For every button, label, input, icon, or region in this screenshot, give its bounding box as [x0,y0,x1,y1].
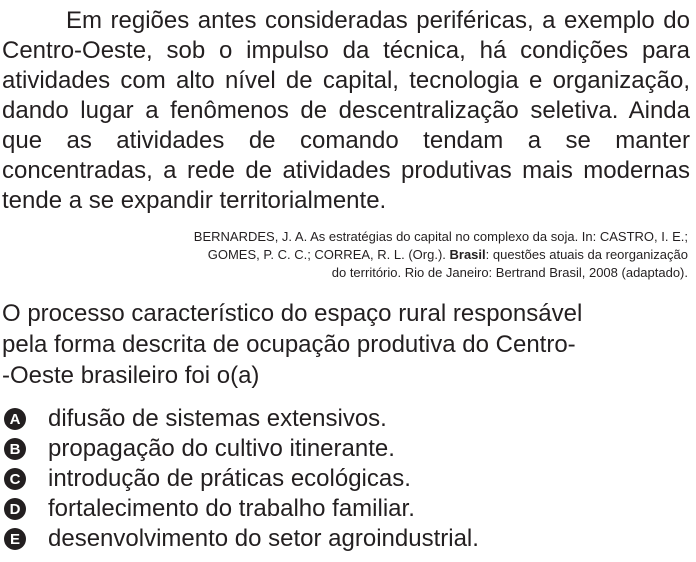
option-a-letter-icon: A [4,408,26,430]
option-b[interactable] [2,434,690,464]
option-e-text: desenvolvimento do setor agroindustrial. [48,525,479,552]
option-e[interactable] [2,524,690,554]
option-d-text: fortalecimento do trabalho familiar. [48,495,415,522]
question-line-2: pela forma descrita de ocupação produtiva do Centro- [2,331,576,358]
option-c-letter-icon: C [4,468,26,490]
answer-options [2,404,690,554]
passage-text: Em regiões antes consideradas periféricas, a exemplo do Centro-Oeste, sob o impulso da técnica, há condições para atividades com alto nível de capital, tecnologia e organização, dando lugar a fenômenos de descentralização seletiva. Ainda que as atividades de comando tendam a se manter concentradas, a rede de atividades produtivas mais modernas tende a se expandir territorialmente. [2,7,690,214]
citation-line-2-prefix: GOMES, P. C. C.; CORREA, R. L. (Org.). [207,247,450,262]
question-stem [2,298,690,391]
option-b-text: propagação do cultivo itinerante. [48,435,395,462]
option-d-letter-icon: D [4,498,26,520]
citation-book-title: Brasil [449,247,486,262]
option-c-text: introdução de práticas ecológicas. [48,465,411,492]
question-line-1: O processo característico do espaço rural responsável [2,300,583,327]
option-b-letter-icon: B [4,438,26,460]
option-e-letter-icon: E [4,528,26,550]
option-a-text: difusão de sistemas extensivos. [48,405,387,432]
option-d[interactable] [2,494,690,524]
question-line-3: -Oeste brasileiro foi o(a) [2,362,260,389]
citation-line-3: do território. Rio de Janeiro: Bertrand Brasil, 2008 (adaptado). [331,265,688,280]
citation-line-1: BERNARDES, J. A. As estratégias do capital no complexo da soja. In: CASTRO, I. E.; [193,229,688,244]
option-c[interactable] [2,464,690,494]
citation-line-2-suffix: : questões atuais da reorganização [485,247,688,262]
option-a[interactable] [2,404,690,434]
citation [20,228,688,282]
